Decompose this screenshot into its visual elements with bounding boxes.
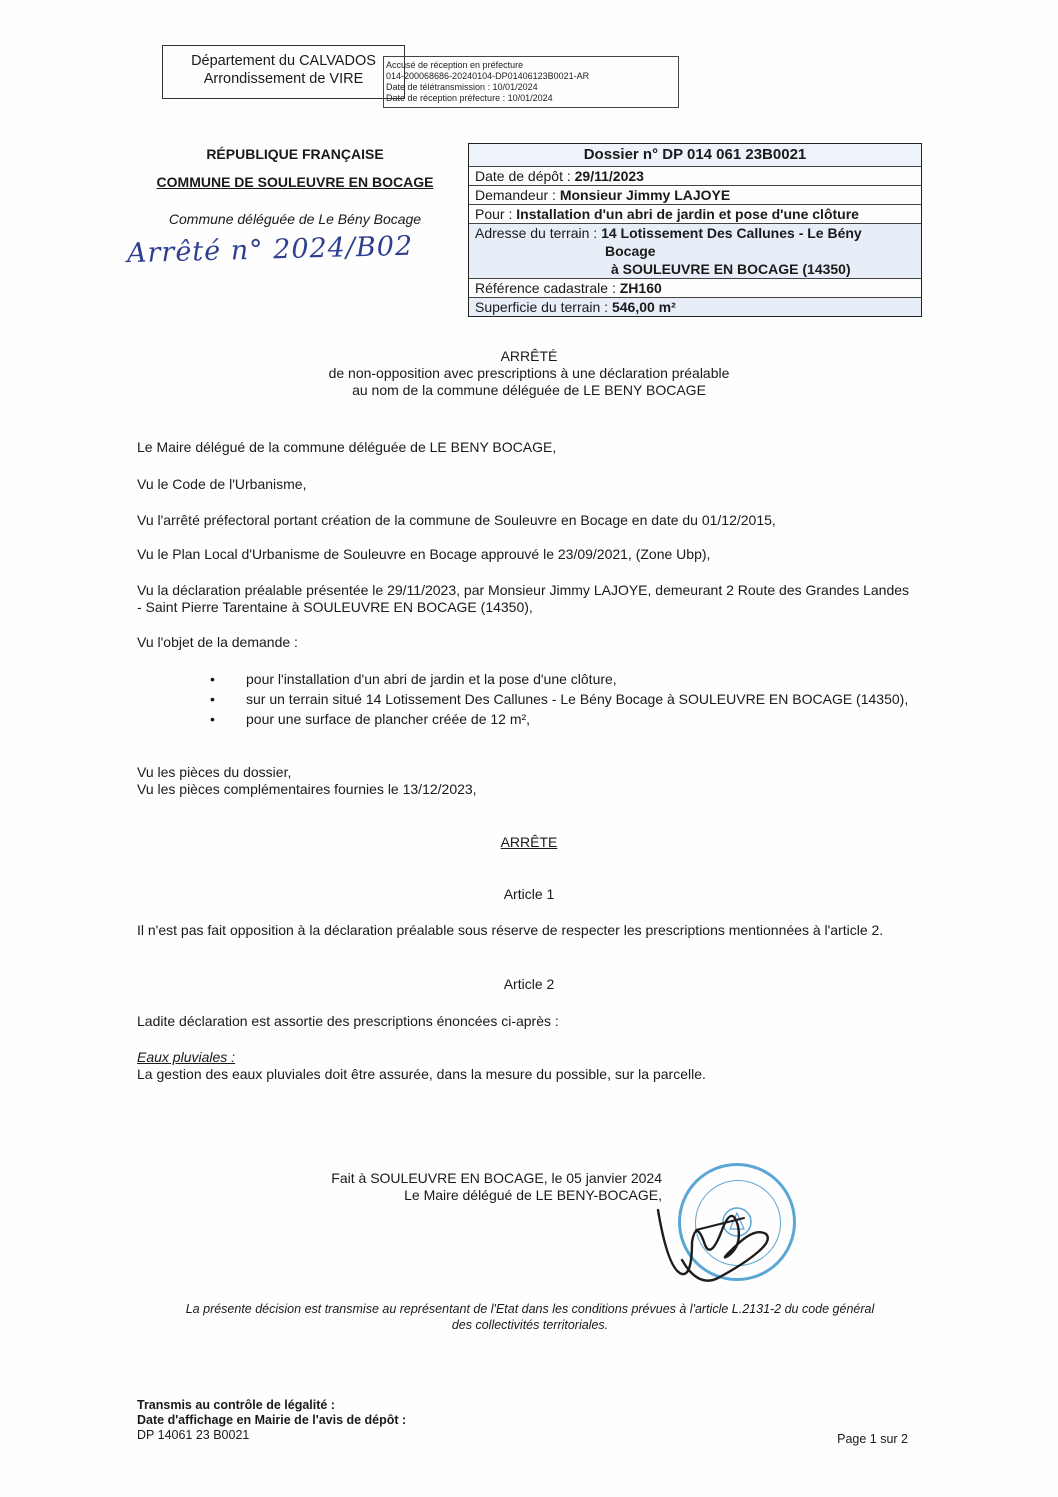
fait-line: Fait à SOULEUVRE EN BOCAGE, le 05 janvier 2024 <box>331 1170 662 1186</box>
vu-line: Vu le Code de l'Urbanisme, <box>137 476 307 492</box>
handwritten-signature <box>648 1190 788 1300</box>
republique-heading: RÉPUBLIQUE FRANÇAISE <box>206 146 384 162</box>
superficie-label: Superficie du terrain : <box>475 299 612 315</box>
article1-title: Article 1 <box>503 886 555 902</box>
maire-line: Le Maire délégué de la commune déléguée de LE BENY BOCAGE, <box>137 439 557 455</box>
footer-reference: DP 14061 23 B0021 <box>137 1428 250 1442</box>
dossier-title: Dossier n° DP 014 061 23B0021 <box>469 144 921 166</box>
pour-label: Pour : <box>475 206 517 222</box>
superficie-value: 546,00 m² <box>611 299 676 315</box>
list-item: • pour une surface de plancher créée de 12 m², <box>210 711 910 728</box>
footer-info <box>137 1398 557 1443</box>
reception-line: Date de télétransmission : 10/01/2024 <box>386 82 538 92</box>
maire-signature-line: Le Maire délégué de LE BENY-BOCAGE, <box>404 1187 662 1203</box>
demandeur-label: Demandeur : <box>475 187 560 203</box>
reception-line: Date de réception préfecture : 10/01/2024 <box>386 93 553 103</box>
pour-row <box>469 204 921 223</box>
superficie-row <box>469 297 921 316</box>
adresse-line: Bocage <box>605 243 656 259</box>
reception-line: Accusé de réception en préfecture <box>386 60 524 70</box>
vu-line: Vu la déclaration préalable présentée le 29/11/2023, par Monsieur Jimmy LAJOYE, demeurant 2 Route des Grandes Landes - Saint Pierre Tarentaine à SOULEUVRE EN BOCAGE (14350), <box>137 582 910 615</box>
vu-line: Vu l'objet de la demande : <box>137 634 298 650</box>
list-item: • pour l'installation d'un abri de jardin et la pose d'une clôture, <box>210 671 910 688</box>
reference-value: ZH160 <box>619 280 662 296</box>
title-subtitle: au nom de la commune déléguée de LE BENY BOCAGE <box>352 382 706 398</box>
article2-text: Ladite déclaration est assortie des prescriptions énoncées ci-après : <box>137 1013 559 1029</box>
pour-value: Installation d'un abri de jardin et pose d'une clôture <box>516 206 859 222</box>
adresse-line: 14 Lotissement Des Callunes - Le Bény <box>601 225 862 241</box>
reference-label: Référence cadastrale : <box>475 280 620 296</box>
vu-line: Vu l'arrêté préfectoral portant création de la commune de Souleuvre en Bocage en date du 01/12/2015, <box>137 512 776 528</box>
commune-heading: COMMUNE DE SOULEUVRE EN BOCAGE <box>156 174 434 190</box>
eaux-title: Eaux pluviales : <box>137 1049 236 1065</box>
affichage-line: Date d'affichage en Mairie de l'avis de dépôt : <box>137 1413 407 1427</box>
adresse-label: Adresse du terrain : <box>475 225 602 241</box>
department-box <box>162 45 405 99</box>
article1-text: Il n'est pas fait opposition à la déclaration préalable sous réserve de respecter les prescriptions mentionnées à l'article 2. <box>137 922 884 938</box>
handwritten-arrete-number: Arrêté n° 2024/B02 <box>126 230 414 270</box>
legal-note <box>140 1301 920 1333</box>
legal-note-line: La présente décision est transmise au représentant de l'Etat dans les conditions prévues à l'article L.2131-2 du code général <box>185 1302 875 1316</box>
demand-bullets <box>210 671 910 731</box>
dossier-table <box>468 143 922 317</box>
demandeur-value: Monsieur Jimmy LAJOYE <box>559 187 731 203</box>
list-item: • sur un terrain situé 14 Lotissement Des Callunes - Le Bény Bocage à SOULEUVRE EN BOCAGE (14350), <box>210 691 910 708</box>
title-subtitle: de non-opposition avec prescriptions à une déclaration préalable <box>328 365 730 381</box>
demandeur-row <box>469 185 921 204</box>
document-title <box>200 348 858 399</box>
adresse-row <box>469 223 921 278</box>
article2-title: Article 2 <box>503 976 555 992</box>
legal-note-line: des collectivités territoriales. <box>451 1318 609 1332</box>
vu-line: Vu le Plan Local d'Urbanisme de Souleuvre en Bocage approuvé le 23/09/2021, (Zone Ubp), <box>137 546 711 562</box>
reference-row <box>469 278 921 297</box>
arrete-heading: ARRÊTE <box>500 834 558 850</box>
eaux-text: La gestion des eaux pluviales doit être assurée, dans la mesure du possible, sur la parcelle. <box>137 1066 706 1082</box>
department-line: Département du CALVADOS <box>191 53 376 69</box>
reception-line: 014-200068686-20240104-DP01406123B0021-AR <box>386 71 590 81</box>
commune-deleguee: Commune déléguée de Le Bény Bocage <box>168 211 422 227</box>
vu-line: Vu les pièces du dossier, <box>137 764 292 780</box>
title-arrete: ARRÊTÉ <box>500 348 558 364</box>
arrondissement-line: Arrondissement de VIRE <box>203 71 364 87</box>
page-number: Page 1 sur 2 <box>837 1432 908 1446</box>
reception-box <box>383 56 679 108</box>
adresse-line: à SOULEUVRE EN BOCAGE (14350) <box>611 261 851 277</box>
depot-label: Date de dépôt : <box>475 168 575 184</box>
signature-block <box>270 1170 662 1204</box>
depot-row <box>469 166 921 185</box>
transmis-line: Transmis au contrôle de légalité : <box>137 1398 335 1412</box>
depot-value: 29/11/2023 <box>574 168 644 184</box>
vu-line: Vu les pièces complémentaires fournies le 13/12/2023, <box>137 781 477 797</box>
